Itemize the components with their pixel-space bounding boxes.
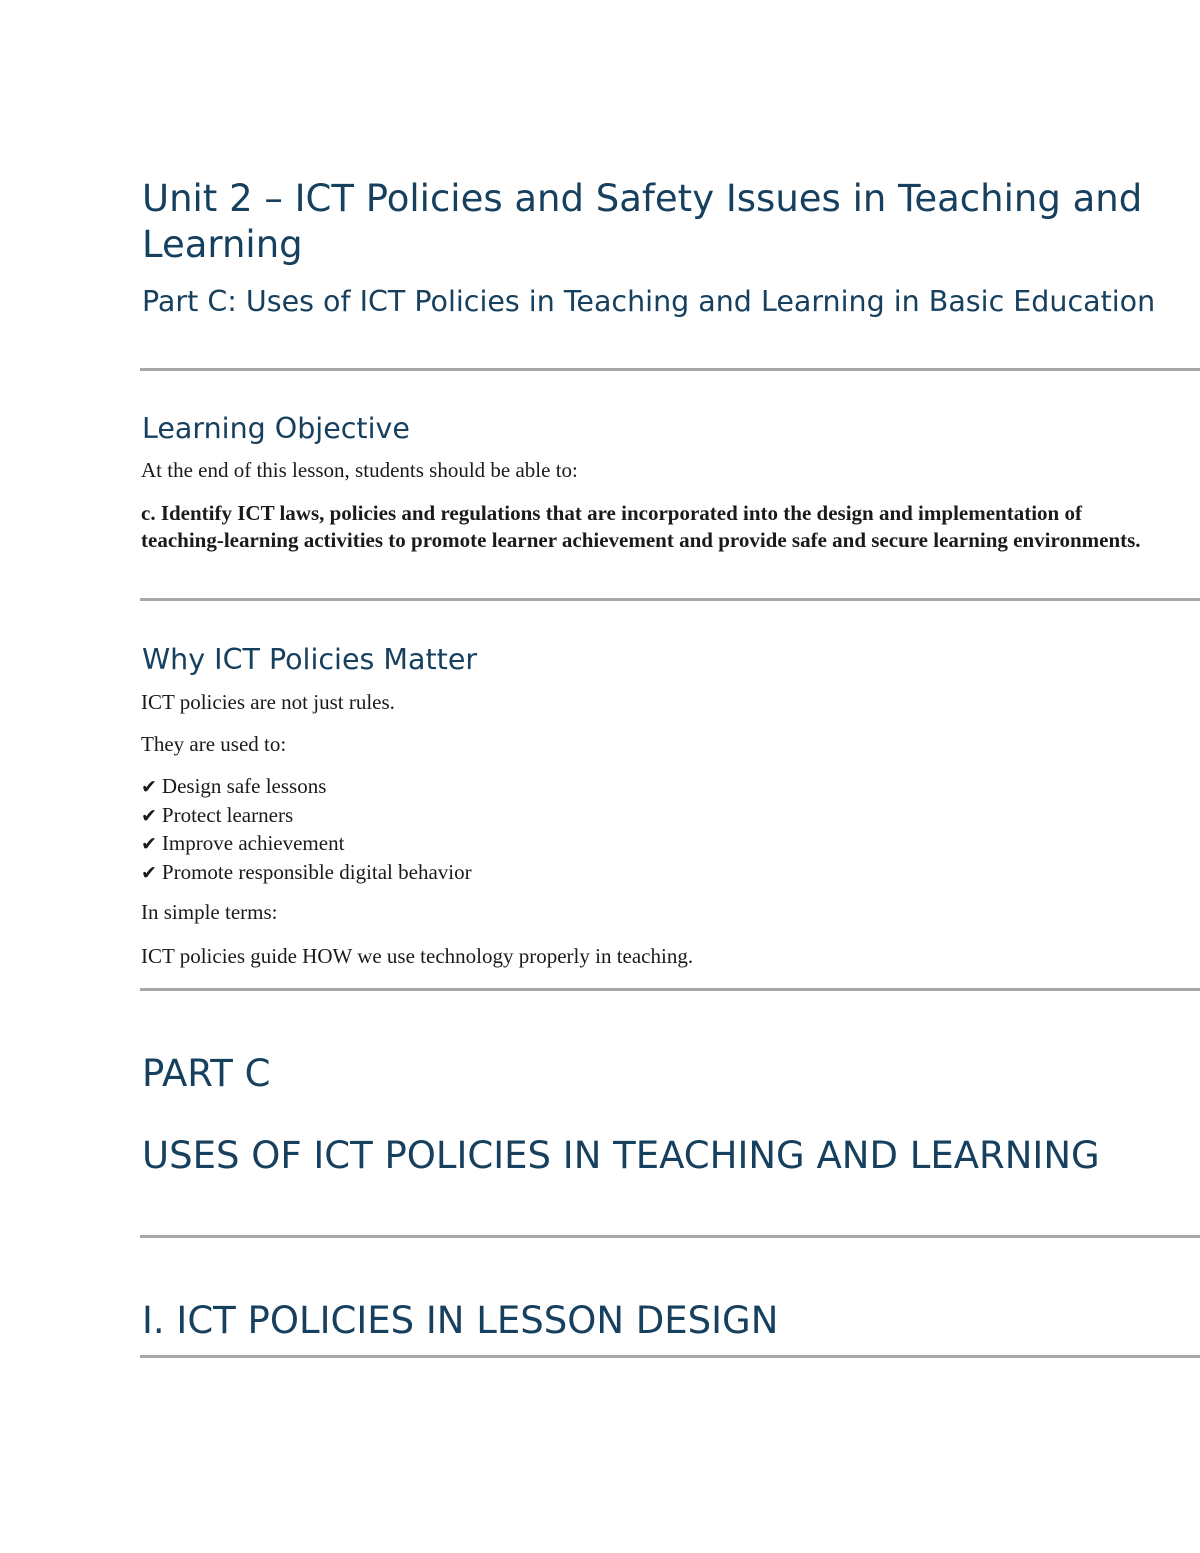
- learning-objective-intro: At the end of this lesson, students should be able to:: [141, 458, 578, 482]
- horizontal-rule: [140, 368, 1200, 371]
- why-ict-policies-heading: Why ICT Policies Matter: [142, 643, 478, 676]
- check-icon: ✔: [141, 804, 157, 827]
- why-line-2: They are used to:: [141, 732, 287, 756]
- document-title: Unit 2 – ICT Policies and Safety Issues in Teaching and Learning: [142, 177, 1143, 266]
- check-list: [141, 773, 472, 887]
- horizontal-rule: [140, 1355, 1200, 1358]
- part-c-heading: PART C: [142, 1052, 271, 1095]
- simple-terms-text: ICT policies guide HOW we use technology properly in teaching.: [141, 944, 694, 968]
- document-subtitle: Part C: Uses of ICT Policies in Teaching and Learning in Basic Education: [142, 285, 1156, 318]
- why-line-1: ICT policies are not just rules.: [141, 690, 395, 714]
- part-c-subheading: USES OF ICT POLICIES IN TEACHING AND LEARNING: [142, 1134, 1100, 1177]
- learning-objective-text: c. Identify ICT laws, policies and regulations that are incorporated into the design and implementation of teaching-learning activities to promote learner achievement and provide safe and secure learning environments.: [141, 501, 1141, 552]
- list-item-label: Design safe lessons: [161, 774, 327, 798]
- list-item: [141, 802, 472, 831]
- section-1-heading: I. ICT POLICIES IN LESSON DESIGN: [142, 1299, 779, 1342]
- horizontal-rule: [140, 988, 1200, 991]
- list-item: [141, 859, 472, 888]
- list-item: [141, 773, 472, 802]
- simple-terms-label: In simple terms:: [141, 900, 278, 924]
- list-item-label: Improve achievement: [161, 831, 345, 855]
- learning-objective-heading: Learning Objective: [142, 412, 410, 445]
- list-item: [141, 830, 472, 859]
- horizontal-rule: [140, 1235, 1200, 1238]
- check-icon: ✔: [141, 776, 157, 798]
- list-item-label: Promote responsible digital behavior: [161, 859, 472, 884]
- check-icon: ✔: [141, 861, 157, 884]
- horizontal-rule: [140, 598, 1200, 601]
- check-icon: ✔: [141, 833, 157, 855]
- list-item-label: Protect learners: [161, 802, 294, 827]
